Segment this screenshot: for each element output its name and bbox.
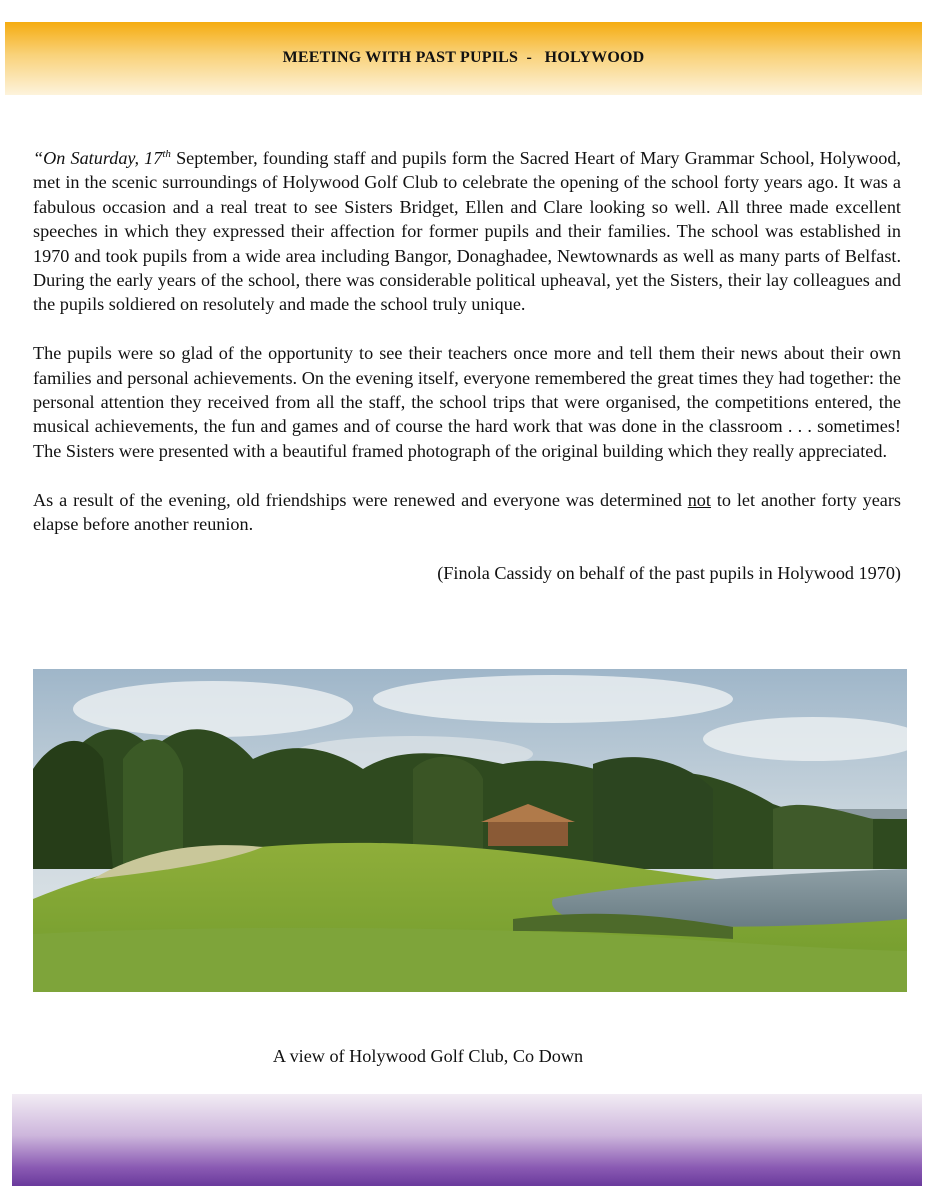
paragraph-3-emphasis: not [687,489,711,510]
signature-line: (Finola Cassidy on behalf of the past pupils in Holywood 1970) [437,562,901,583]
golf-club-photo [33,669,907,992]
ordinal-suffix: th [162,148,171,160]
header-banner [5,22,922,95]
paragraph-1 [33,146,901,317]
paragraph-1-lead: “On Saturday, 17 [33,148,163,168]
footer-banner [12,1094,922,1186]
photo-caption: A view of Holywood Golf Club, Co Down [272,1046,584,1066]
article-body [33,146,901,610]
paragraph-3-before: As a result of the evening, old friendships were renewed and everyone was determined [33,489,688,510]
paragraph-3 [33,488,901,537]
paragraph-1-text: September, founding staff and pupils form the Sacred Heart of Mary Grammar School, Holywood, met in the scenic surroundings of Holywood Golf Club to celebrate the opening of the school forty years ago. It was a fabulous occasion and a real treat to see Sisters Bridget, Ellen and Clare looking so well. All three made excellent speeches in which they expressed their affection for former pupils and their families. The school was established in 1970 and took pupils from a wide area including Bangor, Donaghadee, Newtownards as well as many parts of Belfast. During the early years of the school, there was considerable political upheaval, yet the Sisters, their lay colleagues and the pupils soldiered on resolutely and made the school truly unique. [33,148,901,315]
paragraph-3-after: to let another forty years elapse before another reunion. [33,489,901,535]
paragraph-2: The pupils were so glad of the opportunity to see their teachers once more and tell them their news about their own families and personal achievements. On the evening itself, everyone remembered the great times they had together: the personal attention they received from all the staff, the school trips that were organised, the competitions entered, the musical achievements, the fun and games and of course the hard work that was done in the classroom . . . sometimes! The Sisters were presented with a beautiful framed photograph of the original building which they really appreciated. [33,343,901,461]
page-title: MEETING WITH PAST PUPILS - HOLYWOOD [282,48,645,66]
